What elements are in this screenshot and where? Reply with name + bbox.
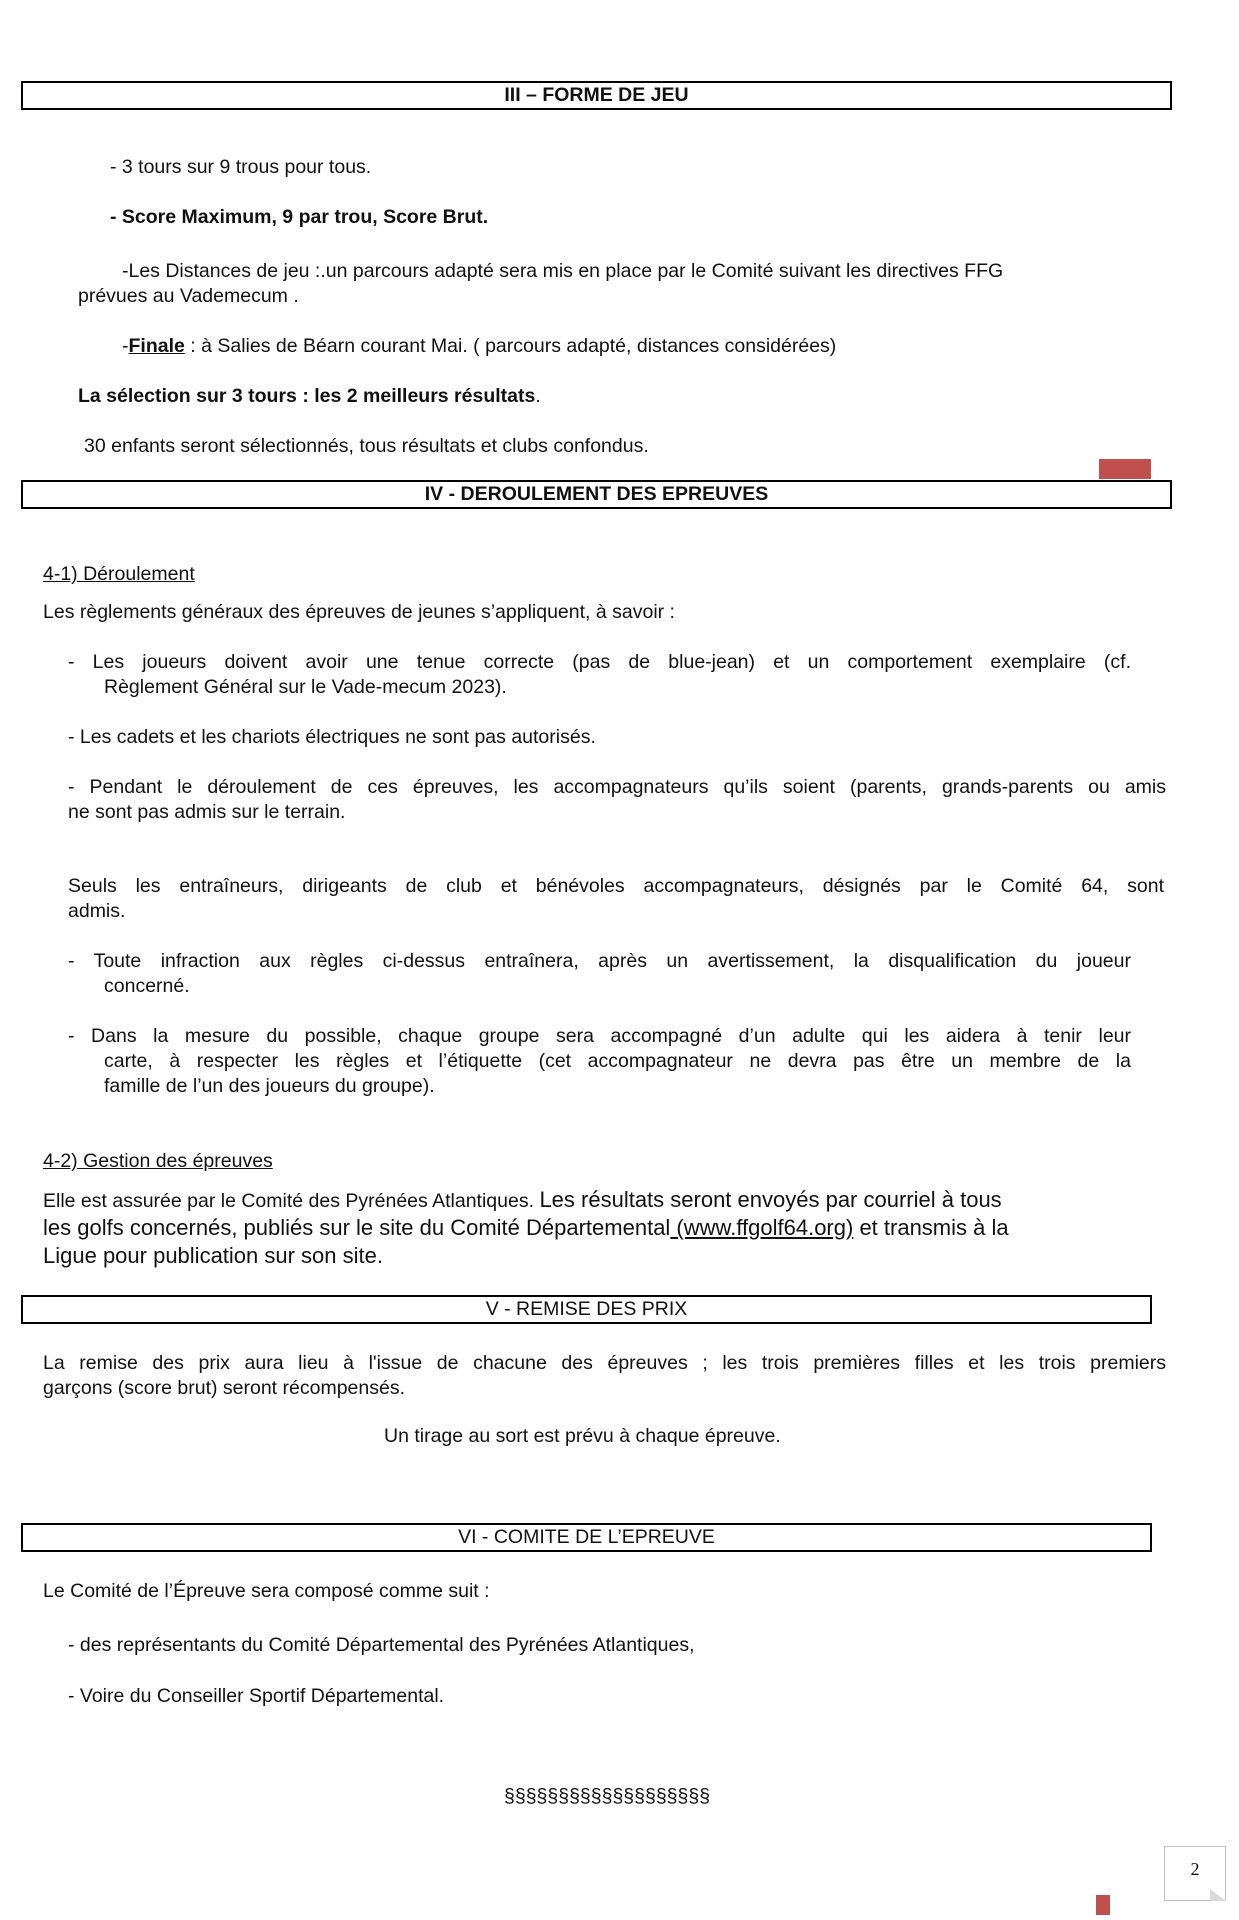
s3-line-tours: - 3 tours sur 9 trous pour tous. <box>110 156 372 178</box>
section-6-heading <box>21 1523 1152 1552</box>
s3-line-distances-a: -Les Distances de jeu :.un parcours adapté sera mis en place par le Comité suivant les directives FFG <box>122 260 1004 282</box>
s4-bullet-accompagnateurs-a: - Pendant le déroulement de ces épreuves, les accompagnateurs qu’ils soient (parents, grands-parents ou amis <box>68 776 1166 798</box>
section-3-title: III – FORME DE JEU <box>504 84 689 106</box>
s4-para-seuls-a: Seuls les entraîneurs, dirigeants de club et bénévoles accompagnateurs, désignés par le Comité 64, sont <box>68 875 1164 897</box>
s4-bullet-groupe-b: carte, à respecter les règles et l’étiquette (cet accompagnateur ne devra pas être un membre de la <box>104 1050 1131 1072</box>
s3-line-score: - Score Maximum, 9 par trou, Score Brut. <box>110 206 489 228</box>
page-number: 2 <box>1190 1859 1200 1879</box>
s5-para-b: garçons (score brut) seront récompensés. <box>43 1377 405 1399</box>
section-5-title: V - REMISE DES PRIX <box>485 1298 688 1320</box>
ffgolf64-link[interactable]: (www.ffgolf64.org) <box>670 1215 854 1240</box>
finale-text: : à Salies de Béarn courant Mai. ( parcours adapté, distances considérées) <box>184 335 837 357</box>
gestion-transmis-text: et transmis à la <box>853 1215 1009 1240</box>
gestion-published-text: les golfs concernés, publiés sur le site du Comité Départemental <box>43 1215 671 1240</box>
s3-line-finale <box>122 334 836 359</box>
section-4-title: IV - DEROULEMENT DES EPREUVES <box>424 483 769 505</box>
gestion-text: Elle est assurée par le Comité des Pyrénées Atlantiques. <box>43 1190 540 1212</box>
s4-para-seuls-b: admis. <box>68 900 126 922</box>
finale-dash: - <box>122 335 129 357</box>
s3-line-distances-b: prévues au Vademecum . <box>78 285 299 307</box>
s4-bullet-groupe-c: famille de l’un des joueurs du groupe). <box>104 1075 435 1097</box>
section-separator: §§§§§§§§§§§§§§§§§§§ <box>504 1785 711 1807</box>
s3-line-enfants: 30 enfants seront sélectionnés, tous résultats et clubs confondus. <box>84 435 649 457</box>
s4-gestion-line-2 <box>43 1214 1009 1241</box>
gestion-results-text: Les résultats seront envoyés par courriel à tous <box>539 1187 1002 1212</box>
page-number-box <box>1164 1846 1226 1901</box>
s4-gestion-line-1 <box>43 1186 1002 1214</box>
s4-subheading-deroulement: 4-1) Déroulement <box>43 563 195 585</box>
section-4-heading <box>21 480 1172 509</box>
selection-end: . <box>535 385 541 407</box>
red-footer-mark <box>1096 1895 1110 1915</box>
s5-tirage: Un tirage au sort est prévu à chaque épreuve. <box>384 1425 781 1447</box>
page-curl-icon <box>1210 1889 1226 1901</box>
s4-subheading-gestion: 4-2) Gestion des épreuves <box>43 1150 273 1172</box>
section-3-heading <box>21 81 1172 110</box>
s4-bullet-tenue-b: Règlement Général sur le Vade-mecum 2023). <box>104 676 507 698</box>
s4-bullet-groupe-a: - Dans la mesure du possible, chaque groupe sera accompagné d’un adulte qui les aidera à tenir leur <box>68 1025 1131 1047</box>
s6-bullet-conseiller: - Voire du Conseiller Sportif Départemental. <box>68 1685 445 1707</box>
s3-line-selection <box>78 384 541 409</box>
s4-bullet-infraction-b: concerné. <box>104 975 190 997</box>
selection-text: La sélection sur 3 tours : les 2 meilleurs résultats <box>78 385 536 407</box>
red-corner-mark <box>1099 459 1151 479</box>
section-6-title: VI - COMITE DE L’EPREUVE <box>458 1526 715 1548</box>
s4-bullet-infraction-a: - Toute infraction aux règles ci-dessus entraînera, après un avertissement, la disqualification du joueur <box>68 950 1131 972</box>
section-5-heading <box>21 1295 1152 1324</box>
s4-bullet-tenue-a: - Les joueurs doivent avoir une tenue correcte (pas de blue-jean) et un comportement exemplaire (cf. <box>68 651 1131 673</box>
s4-bullet-accompagnateurs-b: ne sont pas admis sur le terrain. <box>68 801 346 823</box>
s5-para-a: La remise des prix aura lieu à l'issue de chacune des épreuves ; les trois premières filles et les trois premiers <box>43 1352 1166 1374</box>
finale-label: Finale <box>128 335 185 357</box>
s6-intro: Le Comité de l’Épreuve sera composé comme suit : <box>43 1580 490 1602</box>
s4-gestion-line-3: Ligue pour publication sur son site. <box>43 1243 383 1268</box>
s4-bullet-cadets: - Les cadets et les chariots électriques ne sont pas autorisés. <box>68 726 596 748</box>
s4-intro: Les règlements généraux des épreuves de jeunes s’appliquent, à savoir : <box>43 601 675 623</box>
s6-bullet-representants: - des représentants du Comité Départemental des Pyrénées Atlantiques, <box>68 1634 695 1656</box>
